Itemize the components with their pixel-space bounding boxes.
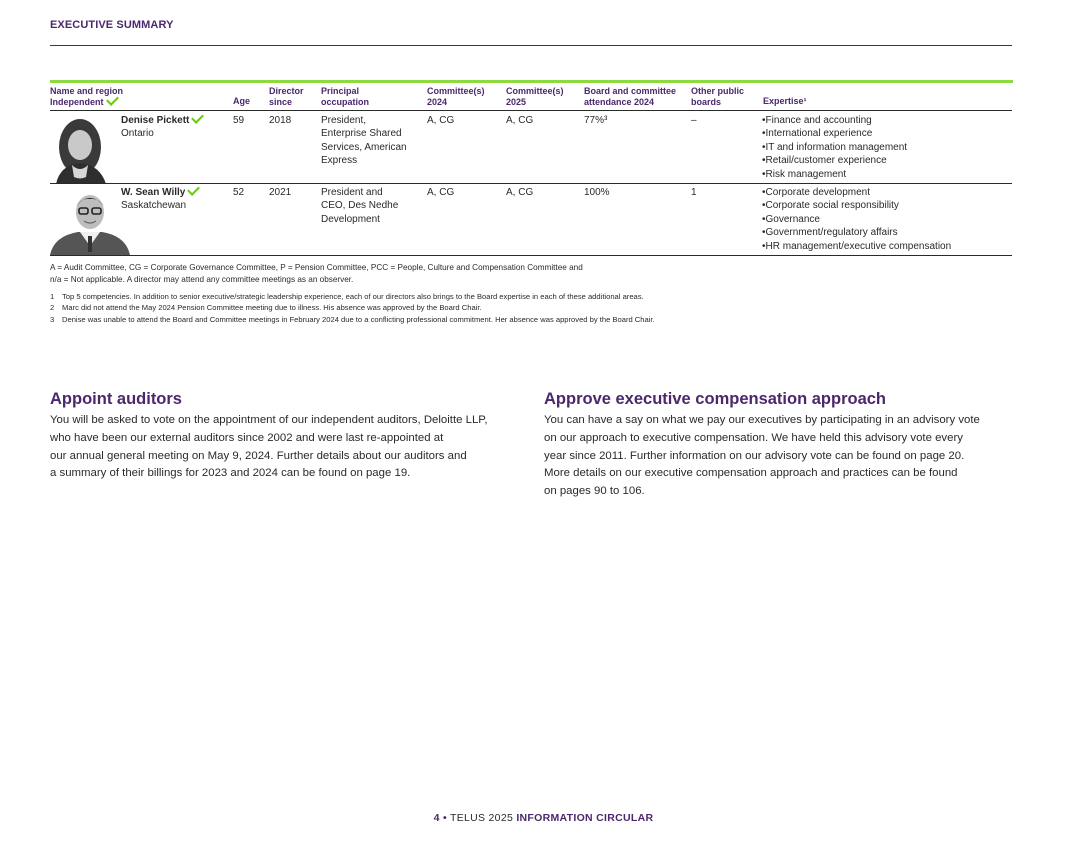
footer-bullet: •: [442, 812, 447, 824]
director-occupation: President, Enterprise Shared Services, American Express: [321, 115, 407, 167]
header-committees-2024: Committee(s) 2024: [427, 86, 485, 107]
committees-2024: A, CG: [427, 115, 455, 126]
footnotes: [50, 291, 950, 325]
director-occupation: President and CEO, Des Nedhe Development: [321, 187, 399, 225]
table-bottom-rule: [50, 255, 1012, 256]
checkmark-icon: [188, 183, 201, 196]
header-name-region: Name and region Independent: [50, 86, 124, 107]
committees-2025: A, CG: [506, 187, 534, 198]
list-item: • HR management/executive compensation: [762, 240, 951, 253]
section-heading: Approve executive compensation approach: [544, 390, 887, 408]
attendance: 100%: [584, 187, 610, 198]
footer-company: TELUS 2025: [449, 812, 514, 824]
executive-compensation-section: [544, 389, 1012, 501]
list-item: • Corporate social responsibility: [762, 199, 951, 212]
footnote: 1 Top 5 competencies. In addition to senior executive/strategic leadership experience, each of our directors also brings to the Board expertise in each of these additional areas.: [50, 292, 644, 301]
appoint-auditors-section: [50, 389, 520, 483]
list-item: • Corporate development: [762, 186, 951, 199]
header-principal-occupation: Principal occupation: [321, 86, 370, 107]
page-number: 4: [433, 812, 440, 824]
header-expertise: Expertise¹: [763, 96, 807, 106]
list-item: • Government/regulatory affairs: [762, 226, 951, 239]
header-attendance: Board and committee attendance 2024: [584, 86, 677, 107]
director-age: 52: [233, 187, 245, 198]
table-row: [50, 184, 1012, 256]
attendance: 77%³: [584, 115, 608, 126]
committee-legend: A = Audit Committee, CG = Corporate Governance Committee, P = Pension Committee, PCC = People, Culture and Compensation Committee and n/a = Not applicable. A director may attend any committee meetings as an observer.: [50, 263, 583, 284]
section-heading: Appoint auditors: [50, 390, 182, 408]
list-item: • Retail/customer experience: [762, 154, 907, 167]
other-boards: 1: [691, 187, 697, 198]
director-photo-denise-pickett: [50, 117, 112, 184]
list-item: • Risk management: [762, 168, 907, 181]
table-row: [50, 111, 1012, 184]
expertise-list: [762, 186, 951, 253]
list-item: • Governance: [762, 213, 951, 226]
director-name-region: W. Sean Willy Saskatchewan: [121, 186, 199, 213]
director-since: 2018: [269, 115, 292, 126]
section-body: You will be asked to vote on the appointment of our independent auditors, Deloitte LLP, who have been our external auditors since 2002 and were last re-appointed at our annual general meeting on May 9, 2024. Further details about our auditors and a summary of their billings for 2023 and 2024 can be found on page 19.: [50, 414, 488, 480]
table-header: [50, 86, 1012, 110]
header-committees-2025: Committee(s) 2025: [506, 86, 564, 107]
expertise-list: [762, 114, 907, 181]
page-footer: [0, 812, 1087, 824]
committees-2025: A, CG: [506, 115, 534, 126]
director-name-region: Denise Pickett Ontario: [121, 114, 203, 141]
section-label: EXECUTIVE SUMMARY: [50, 19, 174, 31]
footnote: 3 Denise was unable to attend the Board and Committee meetings in February 2024 due to a conflicting professional commitment. Her absence was approved by the Board Chair.: [50, 314, 655, 324]
header-director-since: Director since: [269, 86, 304, 107]
list-item: • Finance and accounting: [762, 114, 907, 127]
other-boards: –: [691, 115, 697, 126]
header-divider: [50, 45, 1012, 46]
director-age: 59: [233, 115, 245, 126]
checkmark-icon: [192, 111, 205, 124]
committees-2024: A, CG: [427, 187, 455, 198]
section-body: You can have a say on what we pay our executives by participating in an advisory vote on our approach to executive compensation. We have held this advisory vote every year since 2011. Further information on our advisory vote can be found on page 20. More details on our executive compensation approach and practices can be found on pages 90 to 106.: [544, 414, 980, 498]
footer-doc-title: INFORMATION CIRCULAR: [516, 812, 654, 824]
list-item: • International experience: [762, 127, 907, 140]
table-top-rule: [50, 80, 1013, 83]
header-age: Age: [233, 96, 251, 106]
director-since: 2021: [269, 187, 292, 198]
footnote: 2 Marc did not attend the May 2024 Pension Committee meeting due to illness. His absence was approved by the Board Chair.: [50, 303, 482, 313]
director-photo-w-sean-willy: [50, 188, 130, 255]
list-item: • IT and information management: [762, 141, 907, 154]
header-other-boards: Other public boards: [691, 86, 745, 107]
